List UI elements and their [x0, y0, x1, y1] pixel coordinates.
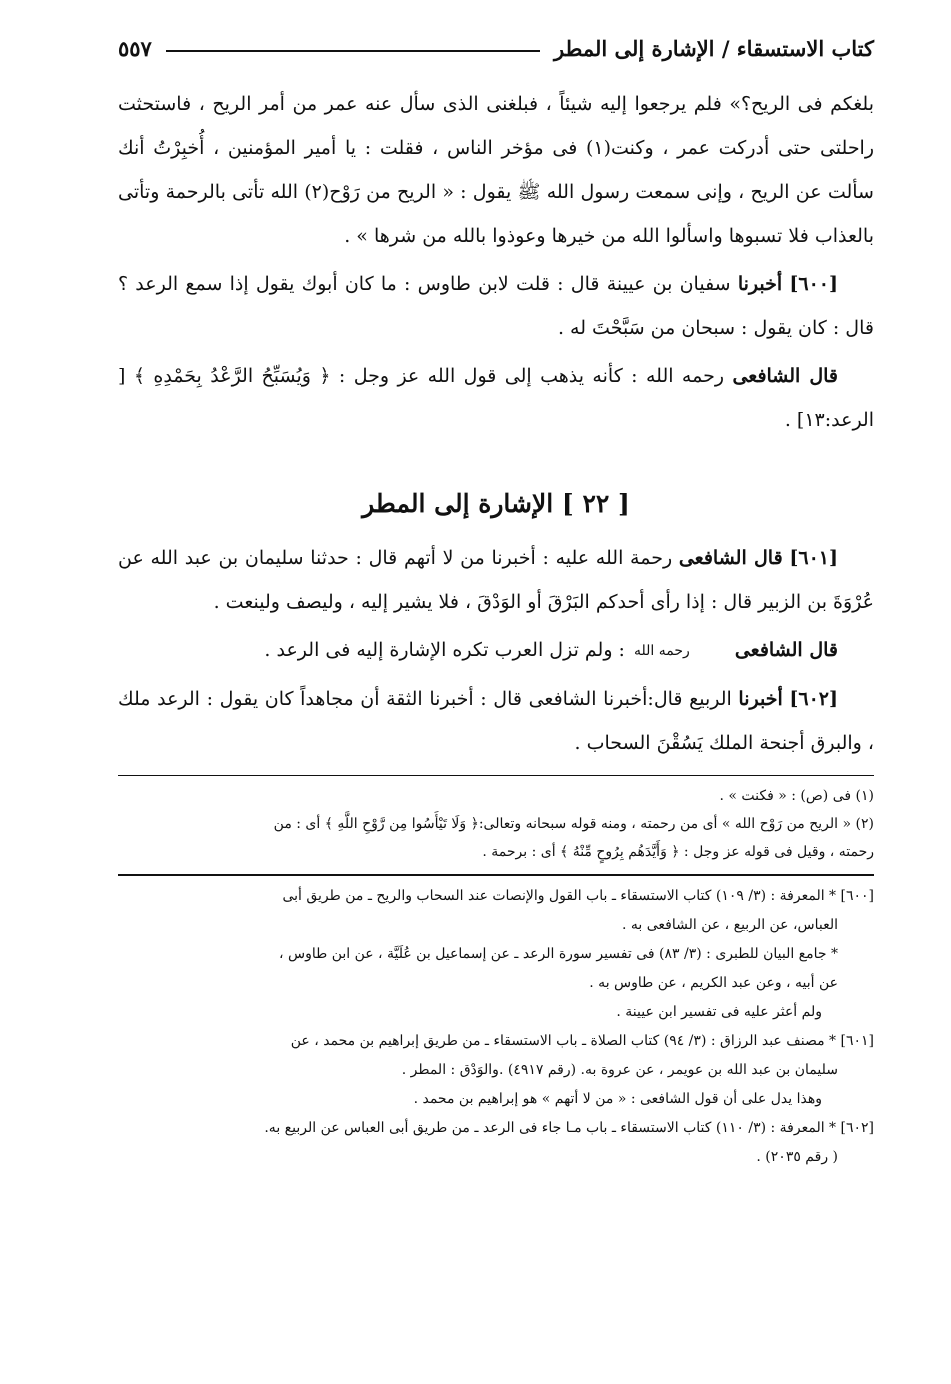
hadith-number: [٦٠١]: [789, 547, 838, 569]
reference-line: [٦٠٠] * المعرفة : (٣/ ١٠٩) كتاب الاستسقاء ـ باب القول والإنصات عند السحاب والريح ـ من طريق أبى: [282, 888, 874, 904]
references-divider: [118, 874, 874, 876]
shafii-comment-2: [118, 628, 874, 673]
hadith-text: سفيان بن عيينة قال : قلت لابن طاوس : ما كان أبوك يقول إذا سمع الرعد ؟ قال : كان يقول : سبحان من سَبَّحْتَ له .: [118, 273, 874, 339]
section-heading: [ ٢٢ ] الإشارة إلى المطر: [362, 489, 630, 518]
footnotes: [118, 782, 874, 866]
references: [118, 882, 874, 1172]
book-page: [118, 28, 874, 1172]
footnote-line: (١) فى (ص) : « فكنت » .: [719, 788, 874, 804]
text-line: بالله من شرها » .: [344, 225, 487, 247]
footnote-line: (٢) « الريح من رَوْح الله » أى من رحمته ، ومنه قوله سبحانه وتعالى:﴿ وَلَا تَيْأَسُوا مِن رَّوْحِ اللَّهِ ﴾ أى : من: [273, 816, 874, 832]
hadith-text: رحمة الله عليه : أخبرنا من لا أتهم قال : حدثنا سليمان بن عبد الله عن عُرْوَةَ بن الزبير قال : إذا رأى أحدكم البَرْقَ أو الوَدْقَ ، فلا يشير إليه ، وليصف ولينعت .: [118, 547, 874, 613]
hadith-600: [118, 262, 874, 350]
footnote-divider: [118, 775, 874, 776]
reference-line: العباس، عن الربيع ، عن الشافعى به .: [621, 917, 838, 933]
speaker-name: قال الشافعى: [734, 639, 838, 661]
reference-line: عن أبيه ، وعن عبد الكريم ، عن طاوس به .: [589, 975, 838, 991]
honorific-glyph: رحمه الله: [634, 643, 690, 659]
main-text: [118, 82, 874, 765]
text-line: بلغكم فى الريح؟» فلم يرجعوا إليه شيئاً ، فبلغنى الذى سأل عنه عمر من أمر الريح ،: [198, 93, 874, 115]
spacer: [118, 442, 874, 478]
comment-text: : ولم تزل العرب تكره الإشارة إليه فى الرعد .: [264, 639, 631, 661]
running-title: كتاب الاستسقاء / الإشارة إلى المطر: [554, 35, 874, 61]
hadith-number: [٦٠٢]: [789, 688, 838, 710]
hadith-narrator: أخبرنا: [738, 688, 783, 710]
hadith-text: الربيع قال:أخبرنا الشافعى قال : أخبرنا الثقة أن مجاهداً كان يقول : الرعد ملك ، والبرق أجنحة الملك يَسُقْنَ السحاب .: [118, 688, 874, 754]
text-line: المؤمنين ، أُخبِرْتُ أنك سألت عن الريح ، وإنى سمعت رسول الله ﷺ يقول : « الريح: [118, 137, 874, 203]
shafii-comment-1: [118, 354, 874, 442]
reference-line: ولم أعثر عليه فى تفسير ابن عيينة .: [616, 1004, 822, 1020]
reference-line: * جامع البيان للطبرى : (٣/ ٨٣) فى تفسير سورة الرعد ـ عن إسماعيل بن عُلَيَّة ، عن ابن طاوس ،: [279, 946, 838, 962]
reference-line: [٦٠٢] * المعرفة : (٣/ ١١٠) كتاب الاستسقاء ـ باب مـا جاء فى الرعد ـ من طريق أبى العباس عن الربيع به.: [264, 1120, 874, 1136]
footnote-line: رحمته ، وقيل فى قوله عز وجل : ﴿ وَأَيَّدَهُم بِرُوحٍ مِّنْهُ ﴾ أى : برحمة .: [482, 844, 874, 860]
reference-line: [٦٠١] * مصنف عبد الرزاق : (٣/ ٩٤) كتاب الصلاة ـ باب الاستسقاء ـ من طريق إبراهيم بن محمد ، عن: [290, 1033, 874, 1049]
text-line: من رَوْح(٢) الله تأتى بالرحمة وتأتى بالعذاب فلا تسبوها واسألوا الله من خيرها وعوذوا: [118, 181, 874, 247]
hadith-601: [118, 536, 874, 624]
page-header: [118, 28, 874, 68]
hadith-602: [118, 677, 874, 765]
hadith-narrator: قال الشافعى: [678, 547, 783, 569]
top-paragraph: [118, 82, 874, 258]
comment-text: رحمه الله : كأنه يذهب إلى قول الله عز وجل : ﴿ وَيُسَبِّحُ الرَّعْدُ بِحَمْدِهِ ﴾ [ الرعد:١٣] .: [118, 365, 874, 431]
hadith-narrator: أخبرنا: [737, 273, 783, 295]
reference-line: ( رقم ٢٠٣٥) .: [756, 1149, 838, 1165]
hadith-number: [٦٠٠]: [789, 273, 838, 295]
speaker-name: قال الشافعى: [732, 365, 838, 387]
header-rule: [166, 50, 540, 52]
reference-line: وهذا يدل على أن قول الشافعى : « من لا أتهم » هو إبراهيم بن محمد .: [413, 1091, 822, 1107]
text-line: فاستحثت راحلتى حتى أدركت عمر ، وكنت(١) فى مؤخر الناس ، فقلت : يا أمير: [118, 93, 875, 159]
page-number: ٥٥٧: [118, 35, 152, 61]
reference-line: سليمان بن عبد الله بن عويمر ، عن عروة به. (رقم ٤٩١٧) .والوَدْق : المطر .: [401, 1062, 838, 1078]
